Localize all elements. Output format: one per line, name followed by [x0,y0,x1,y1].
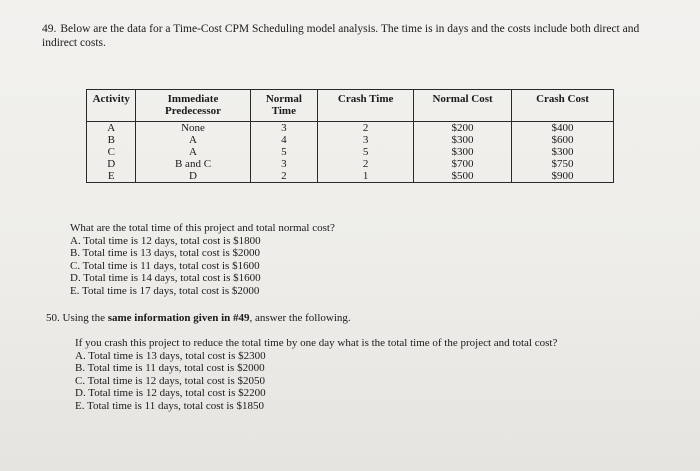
answer-option-c: C. Total time is 11 days, total cost is $1600 [70,259,260,272]
cell-normal-cost: $300 [414,146,512,158]
cell-normal-time: 2 [250,170,318,183]
question-text: What are the total time of this project and total normal cost? [70,222,335,234]
cell-normal-time: 3 [250,122,318,135]
answer-option-c: C. Total time is 12 days, total cost is $2050 [75,374,265,387]
question-text: If you crash this project to reduce the total time by one day what is the total time of the project and total cost? [75,337,558,349]
cell-activity: A [87,122,136,135]
cell-normal-time: 4 [250,134,318,146]
answer-option-d: D. Total time is 14 days, total cost is $1600 [70,272,261,284]
answer-option-a: A. Total time is 13 days, total cost is $2300 [75,349,266,362]
header-activity: Activity [87,90,136,122]
cell-predecessor: D [136,170,250,183]
cell-predecessor: A [136,146,250,158]
cell-predecessor: A [136,134,250,146]
question-suffix: , answer the following. [249,312,351,324]
header-crash-time: Crash Time [318,90,414,122]
cell-normal-time: 5 [250,146,318,158]
cell-predecessor: B and C [136,158,250,170]
cell-crash-time: 2 [318,158,414,170]
cell-normal-cost: $200 [414,122,512,135]
question-prefix: Using the [62,312,105,324]
cell-crash-cost: $300 [512,146,614,158]
cell-normal-cost: $500 [414,170,512,183]
cell-crash-cost: $600 [512,134,614,146]
answer-option-e: E. Total time is 11 days, total cost is $1850 [75,399,264,412]
answer-option-a: A. Total time is 12 days, total cost is $1800 [70,234,261,247]
header-predecessor: Immediate Predecessor [136,90,250,122]
header-normal-cost: Normal Cost [414,90,512,122]
answer-option-b: B. Total time is 11 days, total cost is $2000 [75,362,265,374]
cell-normal-time: 3 [250,158,318,170]
question-50-prompt [46,312,351,325]
answer-option-e: E. Total time is 17 days, total cost is $2000 [70,284,260,297]
question-49-choices [70,222,335,297]
question-number: 49. [42,23,57,35]
header-normal-time: Normal Time [250,90,318,122]
cell-activity: D [87,158,136,170]
cell-crash-time: 5 [318,146,414,158]
answer-option-d: D. Total time is 12 days, total cost is $2200 [75,387,266,399]
answer-option-b: B. Total time is 13 days, total cost is $2000 [70,247,260,259]
cell-crash-cost: $750 [512,158,614,170]
table-header-row [87,90,614,122]
cell-activity: C [87,146,136,158]
cell-normal-cost: $700 [414,158,512,170]
cell-crash-cost: $400 [512,122,614,135]
cell-crash-time: 1 [318,170,414,183]
table-row [87,158,614,170]
cell-predecessor: None [136,122,250,135]
header-crash-cost: Crash Cost [512,90,614,122]
table-row [87,134,614,146]
cell-activity: B [87,134,136,146]
cell-crash-time: 2 [318,122,414,135]
table-row [87,146,614,158]
cpm-data-table [86,89,614,183]
question-50-choices [75,337,557,412]
question-number: 50. [46,312,60,324]
question-text: Below are the data for a Time-Cost CPM Scheduling model analysis. The time is in days and the costs include both direct and indirect costs. [42,23,640,49]
table-row [87,170,614,183]
cell-crash-time: 3 [318,134,414,146]
question-emphasis: same information given in #49 [107,312,250,324]
table-row [87,122,614,135]
cell-normal-cost: $300 [414,134,512,146]
cell-crash-cost: $900 [512,170,614,183]
question-49-prompt [42,22,672,50]
cell-activity: E [87,170,136,183]
